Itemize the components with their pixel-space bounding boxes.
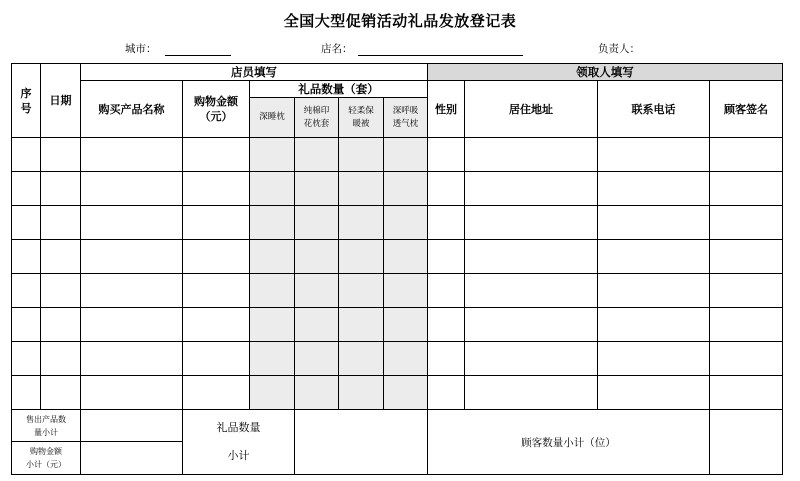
cell-signature[interactable]	[710, 206, 783, 240]
store-label: 店名：	[321, 43, 353, 55]
col-header-signature: 顾客签名	[710, 81, 783, 138]
store-field[interactable]	[321, 41, 523, 56]
summary-gift-qty-top: 礼品数量	[216, 421, 261, 434]
cell-seq[interactable]	[12, 342, 41, 376]
summary-amount-total-top: 购物金额	[30, 447, 62, 456]
group-gift-qty: 礼品数量（套）	[250, 81, 428, 98]
cell-product[interactable]	[81, 376, 183, 410]
cell-gift3[interactable]	[339, 342, 384, 376]
cell-seq[interactable]	[12, 274, 41, 308]
cell-date[interactable]	[41, 342, 81, 376]
cell-signature[interactable]	[710, 274, 783, 308]
group-recipient-fill: 领取人填写	[428, 64, 783, 81]
col-header-phone: 联系电话	[598, 81, 710, 138]
cell-gift3[interactable]	[339, 172, 384, 206]
owner-label: 负责人：	[598, 43, 640, 55]
col-header-gender: 性别	[428, 81, 465, 138]
cell-date[interactable]	[41, 138, 81, 172]
summary-customer-count-value[interactable]	[710, 410, 783, 475]
col-header-gift1: 深睡枕	[250, 98, 295, 138]
col-header-seq-top: 序	[20, 86, 32, 100]
form-title: 全国大型促销活动礼品发放登记表	[283, 12, 517, 30]
summary-products-sold-value[interactable]	[81, 410, 183, 442]
cell-amount[interactable]	[183, 206, 250, 240]
cell-gift1[interactable]	[250, 342, 295, 376]
cell-product[interactable]	[81, 138, 183, 172]
cell-gender[interactable]	[428, 274, 465, 308]
cell-address[interactable]	[465, 172, 598, 206]
cell-signature[interactable]	[710, 138, 783, 172]
cell-gift2[interactable]	[295, 172, 339, 206]
cell-gender[interactable]	[428, 172, 465, 206]
cell-phone[interactable]	[598, 376, 710, 410]
cell-gift2[interactable]	[295, 274, 339, 308]
cell-gift2[interactable]	[295, 138, 339, 172]
cell-gift1[interactable]	[250, 376, 295, 410]
cell-phone[interactable]	[598, 240, 710, 274]
cell-signature[interactable]	[710, 342, 783, 376]
cell-seq[interactable]	[12, 308, 41, 342]
cell-gift4[interactable]	[384, 206, 428, 240]
cell-seq[interactable]	[12, 172, 41, 206]
store-input-line[interactable]	[358, 44, 523, 56]
col-header-amount-top: 购物金额	[194, 95, 238, 108]
col-header-gift3-bottom: 暖被	[352, 118, 370, 129]
table-row	[12, 138, 783, 172]
cell-gift4[interactable]	[384, 172, 428, 206]
cell-phone[interactable]	[598, 274, 710, 308]
cell-gender[interactable]	[428, 342, 465, 376]
cell-seq[interactable]	[12, 240, 41, 274]
col-header-gift2-top: 纯棉印	[303, 105, 330, 116]
cell-amount[interactable]	[183, 172, 250, 206]
cell-amount[interactable]	[183, 376, 250, 410]
group-store-fill: 店员填写	[81, 64, 428, 81]
cell-gift4[interactable]	[384, 342, 428, 376]
col-header-amount-bottom: （元）	[199, 110, 233, 123]
cell-date[interactable]	[41, 240, 81, 274]
cell-product[interactable]	[81, 274, 183, 308]
cell-gift3[interactable]	[339, 206, 384, 240]
cell-gift2[interactable]	[295, 342, 339, 376]
summary-row-products	[12, 410, 783, 442]
cell-gift2[interactable]	[295, 376, 339, 410]
summary-amount-total-label	[12, 442, 81, 475]
city-field[interactable]	[125, 41, 231, 56]
cell-product[interactable]	[81, 240, 183, 274]
cell-gender[interactable]	[428, 138, 465, 172]
cell-gift3[interactable]	[339, 138, 384, 172]
cell-gender[interactable]	[428, 376, 465, 410]
cell-gift3[interactable]	[339, 376, 384, 410]
cell-amount[interactable]	[183, 240, 250, 274]
table-row	[12, 376, 783, 410]
cell-seq[interactable]	[12, 376, 41, 410]
cell-gender[interactable]	[428, 308, 465, 342]
summary-amount-total-bottom: 小计（元）	[26, 460, 66, 469]
cell-gift2[interactable]	[295, 308, 339, 342]
summary-products-sold-top: 售出产品数	[26, 414, 66, 424]
summary-customer-count-label: 顾客数量小计（位）	[428, 410, 710, 475]
cell-phone[interactable]	[598, 342, 710, 376]
cell-gift1[interactable]	[250, 274, 295, 308]
summary-gift-qty-value[interactable]	[295, 410, 428, 475]
col-header-gift4-bottom: 透气枕	[392, 118, 419, 129]
cell-gift4[interactable]	[384, 376, 428, 410]
cell-phone[interactable]	[598, 172, 710, 206]
cell-gift1[interactable]	[250, 240, 295, 274]
cell-phone[interactable]	[598, 206, 710, 240]
table-row	[12, 172, 783, 206]
summary-gift-qty-label	[183, 410, 295, 475]
cell-signature[interactable]	[710, 172, 783, 206]
table-row	[12, 240, 783, 274]
cell-address[interactable]	[465, 206, 598, 240]
col-header-seq-bottom: 号	[20, 101, 32, 115]
table-row	[12, 206, 783, 240]
cell-date[interactable]	[41, 172, 81, 206]
cell-gift2[interactable]	[295, 240, 339, 274]
cell-gift1[interactable]	[250, 206, 295, 240]
cell-date[interactable]	[41, 308, 81, 342]
summary-products-sold-label	[12, 410, 81, 442]
cell-gender[interactable]	[428, 206, 465, 240]
cell-signature[interactable]	[710, 240, 783, 274]
cell-amount[interactable]	[183, 274, 250, 308]
cell-product[interactable]	[81, 342, 183, 376]
cell-amount[interactable]	[183, 308, 250, 342]
cell-address[interactable]	[465, 138, 598, 172]
cell-signature[interactable]	[710, 376, 783, 410]
col-header-gift3-top: 轻柔保	[348, 105, 374, 116]
city-input-line[interactable]	[165, 44, 231, 56]
cell-seq[interactable]	[12, 138, 41, 172]
cell-amount[interactable]	[183, 342, 250, 376]
col-header-gift2	[295, 98, 339, 138]
col-header-address: 居住地址	[465, 81, 598, 138]
cell-signature[interactable]	[710, 308, 783, 342]
summary-gift-qty-bottom: 小计	[227, 449, 250, 462]
summary-products-sold-bottom: 量小计	[34, 427, 58, 437]
cell-gift4[interactable]	[384, 240, 428, 274]
cell-gift2[interactable]	[295, 206, 339, 240]
cell-gift1[interactable]	[250, 172, 295, 206]
cell-address[interactable]	[465, 274, 598, 308]
table-row	[12, 274, 783, 308]
table-row	[12, 308, 783, 342]
cell-date[interactable]	[41, 206, 81, 240]
owner-field[interactable]	[598, 41, 640, 56]
cell-gift1[interactable]	[250, 308, 295, 342]
cell-address[interactable]	[465, 240, 598, 274]
city-label: 城市：	[125, 43, 157, 55]
cell-product[interactable]	[81, 206, 183, 240]
registration-table	[11, 63, 783, 475]
cell-gift4[interactable]	[384, 138, 428, 172]
cell-address[interactable]	[465, 376, 598, 410]
cell-address[interactable]	[465, 308, 598, 342]
col-header-product: 购买产品名称	[81, 81, 183, 138]
col-header-gift4-top: 深呼吸	[392, 105, 419, 116]
cell-date[interactable]	[41, 376, 81, 410]
cell-seq[interactable]	[12, 206, 41, 240]
col-header-seq	[12, 64, 41, 138]
cell-phone[interactable]	[598, 308, 710, 342]
cell-gift3[interactable]	[339, 240, 384, 274]
cell-address[interactable]	[465, 342, 598, 376]
cell-amount[interactable]	[183, 138, 250, 172]
cell-gift3[interactable]	[339, 274, 384, 308]
cell-gift4[interactable]	[384, 274, 428, 308]
cell-phone[interactable]	[598, 138, 710, 172]
cell-gift3[interactable]	[339, 308, 384, 342]
col-header-gift4	[384, 98, 428, 138]
col-header-gift3	[339, 98, 384, 138]
table-row	[12, 342, 783, 376]
cell-gift4[interactable]	[384, 308, 428, 342]
cell-gift1[interactable]	[250, 138, 295, 172]
col-header-gift2-bottom: 花枕套	[303, 118, 330, 129]
summary-amount-total-value[interactable]	[81, 442, 183, 475]
col-header-amount	[183, 81, 250, 138]
col-header-date: 日期	[41, 64, 81, 138]
cell-product[interactable]	[81, 172, 183, 206]
cell-gender[interactable]	[428, 240, 465, 274]
cell-product[interactable]	[81, 308, 183, 342]
cell-date[interactable]	[41, 274, 81, 308]
